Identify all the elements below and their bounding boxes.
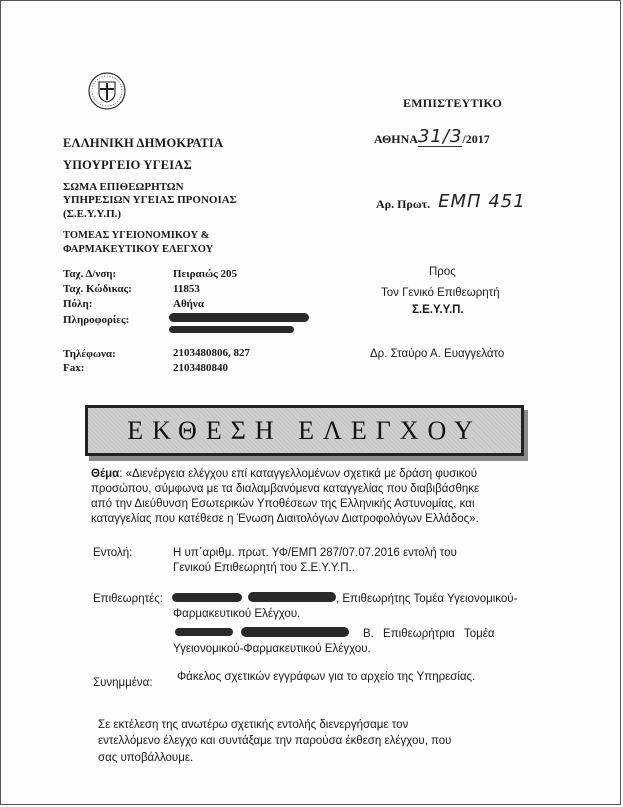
redaction-info-2 [169,326,294,333]
address-value: Πειραιώς 205 [173,268,238,280]
section-line-1: ΤΟΜΕΑΣ ΥΓΕΙΟΝΟΜΙΚΟΥ & [63,230,210,241]
section-line-2: ΦΑΡΜΑΚΕΥΤΙΚΟΥ ΕΛΕΓΧΟΥ [63,244,214,255]
redaction-inspector-1b [248,592,336,602]
org-line-3: ΣΩΜΑ ΕΠΙΘΕΩΡΗΤΩΝ [63,181,184,193]
protocol-label: Αρ. Πρωτ. [376,197,431,211]
org-line-2: ΥΠΟΥΡΓΕΙΟ ΥΓΕΙΑΣ [63,158,192,172]
subject-line-4: καταγγελίας που κατέθεσε η Ένωση Διαιτολόγων Διατροφολόγων Ελλάδος». [91,513,479,525]
subject-line-2: προσώπου, σύμφωνα με τα διαλαμβανόμενα καταγγελίας που διαβιβάσθηκε [91,483,480,495]
city-value: Αθήνα [173,298,204,310]
inspector-1-title: , Επιθεωρήτης Τομέα Υγειονομικού- [336,593,518,605]
info-label: Πληροφορίες: [63,314,130,326]
report-title: ΕΚΘΕΣΗ ΕΛΕΓΧΟΥ [127,415,482,445]
date-handwritten: 31/3 [417,126,463,147]
greek-coat-of-arms-icon [87,71,127,111]
org-line-1: ΕΛΛΗΝΙΚΗ ΔΗΜΟΚΡΑΤΙΑ [63,136,224,150]
phone-value: 2103480806, 827 [173,347,250,359]
recipient-name: Δρ. Σταύρο Α. Ευαγγελάτο [370,348,505,360]
redaction-info-1 [169,313,309,322]
org-line-5: (Σ.Ε.Υ.Υ.Π.) [63,208,122,220]
zip-value: 11853 [173,283,200,295]
order-line-1: Η υπ΄αριθμ. πρωτ. ΥΦ/ΕΜΠ 287/07.07.2016 εντολή του [173,547,457,559]
city-label: Πόλη: [63,298,93,310]
zip-label: Ταχ. Κώδικας: [63,283,132,295]
redaction-inspector-2a [175,628,233,636]
fax-label: Fax: [63,362,85,374]
inspector-2-title: Β. Επιθεωρήτρια Τομέα [363,628,495,640]
address-label: Ταχ. Δ/νση: [63,268,117,280]
org-line-4: ΥΠΗΡΕΣΙΩΝ ΥΓΕΙΑΣ ΠΡΟΝΟΙΑΣ [63,194,237,206]
date-year: /2017 [462,132,490,146]
attachments-text: Φάκελος σχετικών εγγράφων για το αρχείο της Υπηρεσίας. [177,671,476,683]
subject-label: Θέμα [91,468,120,480]
recipient-title: Τον Γενικό Επιθεωρητή [381,287,500,299]
order-label: Εντολή: [93,547,133,559]
subject-line-3: από την Διεύθυνση Εσωτερικών Υποθέσεων της Ελληνικής Αστυνομίας, και [91,498,475,510]
subject-line-1: Θέμα: «Διενέργεια ελέγχου επί καταγγελλομένων σχετικά με δράση φυσικού [91,468,478,480]
redaction-inspector-2b [241,627,349,637]
recipient-org: Σ.Ε.Υ.Υ.Π. [412,304,464,316]
inspector-2-title-line2: Υγειονομικού-Φαρμακευτικού Ελέγχου. [173,643,371,655]
inspectors-label: Επιθεωρητές: [93,593,164,605]
attachments-label: Συνημμένα: [93,677,153,689]
inspector-1-title-line2: Φαρμακευτικού Ελέγχου. [173,608,301,620]
closing-line-1: Σε εκτέλεση της ανωτέρω σχετικής εντολής διενεργήσαμε τον [98,719,409,731]
phone-label: Τηλέφωνα: [63,348,116,360]
protocol-line [376,191,526,212]
closing-line-2: εντελλόμενο έλεγχο και συντάξαμε την παρούσα έκθεση ελέγχου, που [98,735,452,747]
classification-label: ΕΜΠΙΣΤΕΥΤΙΚΟ [403,96,503,110]
date-line [374,128,490,147]
title-banner [85,405,524,456]
date-prefix: ΑΘΗΝΑ [374,132,418,146]
redaction-inspector-1a [172,593,242,602]
fax-value: 2103480840 [173,362,228,374]
protocol-handwritten: ΕΜΠ 451 [438,191,526,212]
closing-line-3: σας υποβάλλουμε. [98,752,194,764]
recipient-to: Προς [429,266,456,278]
order-line-2: Γενικού Επιθεωρητή του Σ.Ε.Υ.Υ.Π.. [173,562,355,574]
